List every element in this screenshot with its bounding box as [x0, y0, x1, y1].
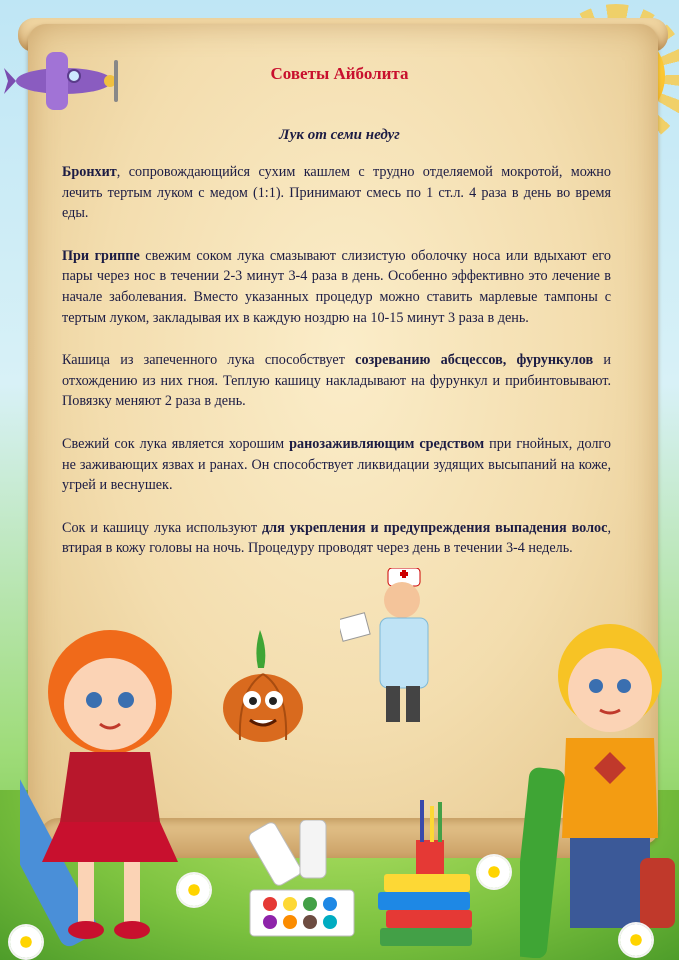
onion-icon [218, 630, 308, 745]
paragraph-text: , сопровождающийся сухим кашлем с трудно отделяемой мокротой, можно лечить тертым луком с медом (1:1). Принимают смесь по 1 ст.л. 4 раза в день во время еды. [62, 164, 611, 222]
doctor-icon [340, 568, 440, 728]
flower-icon [10, 926, 42, 958]
bold-term: При гриппе [62, 247, 140, 264]
page-title: Советы Айболита [270, 64, 409, 83]
paragraph-text: Кашица из запеченного лука способствует [62, 352, 356, 369]
flower-icon [178, 874, 210, 906]
books-icon [378, 800, 476, 950]
paragraph-text: и отхождению из них гноя. Теплую кашицу накладывают на фурункул и прибинтовывают. Повязку меняют 2 раза в день. [62, 352, 611, 410]
paragraph-text: Сок и кашицу лука используют [62, 519, 262, 536]
article-body [62, 162, 611, 581]
flower-icon [478, 856, 510, 888]
paragraph-flu [62, 246, 611, 328]
article-subtitle: Лук от семи недуг [279, 127, 400, 143]
paragraph-text: , втирая в кожу головы на ночь. Процедуру проводят через день в течении 3-4 недель. [62, 519, 611, 557]
paragraph-text: Свежий сок лука является хорошим [62, 435, 290, 452]
paragraph-text: свежим соком лука смазывают слизистую оболочку носа или вдыхают его пары через нос в течении 2-3 минут 3-4 раза в день. Особенно эффективно это лечение в начале заболевания. Вместо указанных процедур можно ставить марлевые тампоны с тертым луком, закладывая их в каждую ноздрю на 10-15 минут 3 раза в день. [62, 247, 611, 326]
paragraph-bronchitis [62, 162, 611, 224]
bold-term: ранозаживляющим средством [289, 435, 485, 452]
paragraph-abscess [62, 350, 611, 412]
boy-icon [520, 598, 675, 958]
bold-term: созреванию абсцессов, фурункулов [355, 352, 594, 369]
bold-term: Бронхит [62, 164, 117, 180]
bold-term: для укрепления и предупреждения выпадения волос [261, 519, 608, 536]
paragraph-text: при гнойных, долго не заживающих язвах и ранах. Он способствует ликвидации зудящих высыпаний на коже, угрей и веснушек. [62, 435, 611, 494]
flower-icon [620, 924, 652, 956]
paragraph-wounds [62, 434, 611, 496]
paragraph-hair [62, 518, 611, 559]
paints-icon [240, 820, 360, 940]
